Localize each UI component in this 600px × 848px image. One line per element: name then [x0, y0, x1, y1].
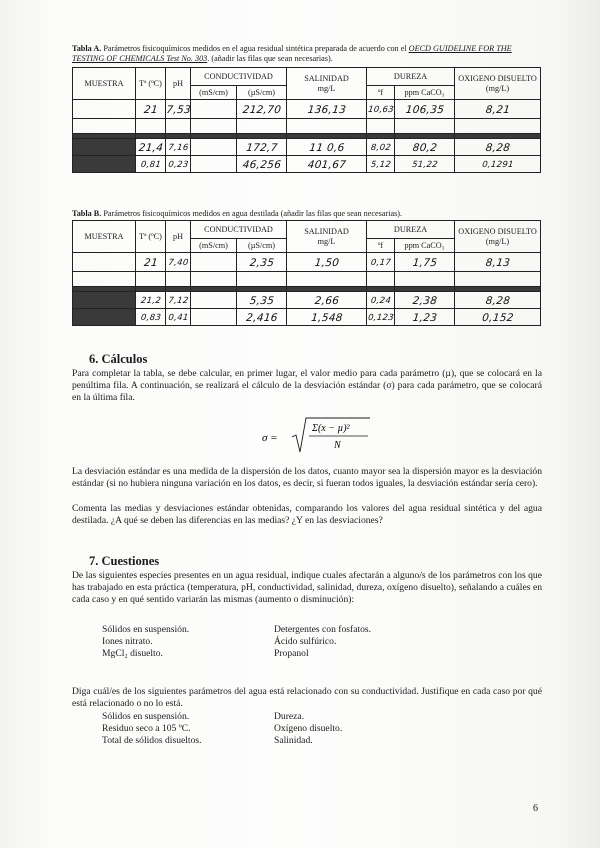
header-temp: Tª (ºC): [136, 221, 166, 253]
header-ms: (mS/cm): [191, 239, 237, 253]
section-6-paragraph-3: Comenta las medias y desviaciones estándar obtenidas, comparando los valores del agua residual sintética y del agua destilada. ¿A qué se deben las diferencias en las medias? ¿Y en las desviaciones?: [72, 503, 542, 527]
list-item: Sólidos en suspensión.: [102, 624, 190, 635]
list-item: Sólidos en suspensión.: [102, 711, 190, 722]
table-b: [72, 220, 541, 326]
formula-numerator: Σ(x − µ)²: [312, 423, 350, 434]
parameters-list-right: [274, 711, 342, 748]
header-us: (µS/cm): [237, 86, 287, 100]
section-6-title: 6. Cálculos: [89, 352, 148, 366]
header-dureza: DUREZA: [367, 68, 455, 86]
table-row: 21 7,40 2,35 1,50 0,17 1,75 8,13: [73, 253, 541, 272]
species-list-right: [274, 624, 371, 661]
list-item: Propanol: [274, 648, 309, 660]
header-salinidad: SALINIDAD mg/L: [287, 68, 367, 100]
section-7-title: 7. Cuestiones: [89, 554, 160, 568]
header-dureza: DUREZA: [367, 221, 455, 239]
section-7-paragraph-2: Diga cuál/es de los siguientes parámetros del agua está relacionado con su conductividad. Justifique en cada caso por qué está relacionado o no lo está.: [72, 686, 542, 710]
page-number: 6: [533, 803, 538, 814]
header-ph: pH: [166, 68, 191, 100]
list-item: Dureza.: [274, 711, 305, 722]
species-list-left: [102, 624, 189, 661]
list-item: Ácido sulfúrico.: [274, 636, 337, 648]
header-f: ºf: [367, 86, 395, 100]
header-temp: Tª (ºC): [136, 68, 166, 100]
header-ppm: ppm CaCO₃: [395, 239, 455, 253]
list-item: MgCl₂ disuelto.: [102, 648, 163, 660]
header-conductividad: CONDUCTIVIDAD: [191, 68, 287, 86]
table-row: 21 7,53 212,70 136,13 10,63 106,35 8,21: [73, 100, 541, 119]
header-oxigeno: OXIGENO DISUELTO (mg/L): [455, 221, 541, 253]
table-b-caption: Tabla B. Parámetros fisicoquímicos medidos en agua destilada (añadir las filas que sean necesarias).: [72, 209, 403, 218]
list-item: Salinidad.: [274, 735, 313, 747]
table-a: [72, 67, 541, 173]
formula-lhs: σ =: [262, 432, 278, 444]
section-6-paragraph-2: La desviación estándar es una medida de la dispersión de los datos, cuanto mayor sea la dispersión mayor es la desviación estándar (si no hubiera ninguna variación en los datos, es decir, si fueran todos iguales, la desviación estándar sería cero).: [72, 466, 542, 490]
header-conductividad: CONDUCTIVIDAD: [191, 221, 287, 239]
parameters-list-left: [102, 711, 202, 748]
header-ms: (mS/cm): [191, 86, 237, 100]
table-a-caption: Tabla A. Parámetros fisicoquímicos medidos en el agua residual sintética preparada de acuerdo con el OECD GUIDELINE FOR THE TESTING OF CHEMICALS Test No. 303. (añadir las filas que sean necesarias).: [72, 44, 512, 63]
header-us: (µS/cm): [237, 239, 287, 253]
section-7-paragraph-1: De las siguientes especies presentes en un agua residual, indique cuales afectarán a alguno/s de los parámetros con los que has trabajado en esta práctica (temperatura, pH, conductividad, salinidad, dureza, oxígeno disuelto), señalando a cuáles en cada caso y en qué sentido variarán las mismas (aumento o disminución):: [72, 570, 542, 606]
list-item: Detergentes con fosfatos.: [274, 624, 372, 635]
table-row: 0,81 0,23 46,256 401,67 5,12 51,22 0,1291: [73, 156, 541, 173]
section-6-paragraph-1: Para completar la tabla, se debe calcular, en primer lugar, el valor medio para cada parámetro (µ), que se colocará en la penúltima fila. A continuación, se realizará el cálculo de la desviación estándar (σ) para cada parámetro, que se colocará en la última fila.: [72, 368, 542, 404]
header-muestra: MUESTRA: [73, 221, 136, 253]
table-row: 21,2 7,12 5,35 2,66 0,24 2,38 8,28: [73, 292, 541, 309]
table-row: [73, 119, 541, 134]
header-oxigeno: OXIGENO DISUELTO (mg/L): [455, 68, 541, 100]
list-item: Residuo seco a 105 ºC.: [102, 723, 191, 735]
header-ppm: ppm CaCO₃: [395, 86, 455, 100]
table-row: 21,4 7,16 172,7 11 0,6 8,02 80,2 8,28: [73, 139, 541, 156]
list-item: Iones nitrato.: [102, 636, 153, 648]
std-dev-formula: [262, 416, 372, 456]
header-muestra: MUESTRA: [73, 68, 136, 100]
table-row: [73, 134, 541, 139]
header-f: ºf: [367, 239, 395, 253]
table-row: [73, 272, 541, 287]
table-row: 0,83 0,41 2,416 1,548 0,123 1,23 0,152: [73, 309, 541, 326]
table-row: [73, 287, 541, 292]
list-item: Oxígeno disuelto.: [274, 723, 343, 735]
list-item: Total de sólidos disueltos.: [102, 735, 202, 747]
formula-denominator: N: [334, 440, 341, 451]
header-salinidad: SALINIDAD mg/L: [287, 221, 367, 253]
header-ph: pH: [166, 221, 191, 253]
